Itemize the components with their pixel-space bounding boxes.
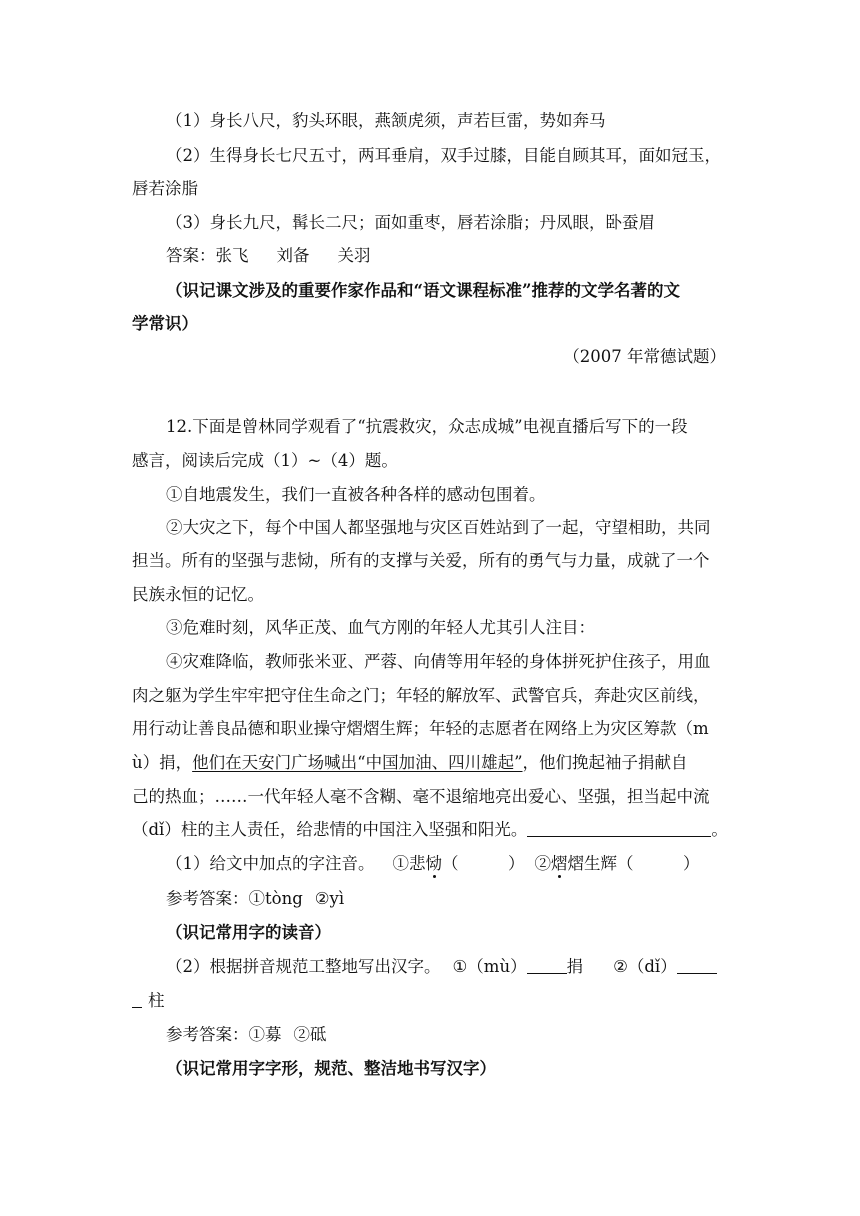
sub1-option-2: ② bbox=[534, 854, 551, 873]
q11-item-3: （3）身长九尺，髯长二尺；面如重枣，唇若涂脂；丹凤眼，卧蚕眉 bbox=[166, 213, 655, 232]
q12-sub2-answer bbox=[166, 1024, 327, 1046]
answer-blank bbox=[527, 957, 567, 974]
answer-1: 张飞 bbox=[215, 246, 249, 265]
q12-paragraph-4-line-2: 肉之躯为学生牢牢把守住生命之门；年轻的解放军、武警官兵，奔赴灾区前线， bbox=[132, 686, 710, 705]
q12-sub2-line-2 bbox=[132, 990, 165, 1012]
text-segment: ù）捐， bbox=[132, 753, 193, 772]
text-segment: 柱 bbox=[148, 991, 165, 1010]
q11-item-1: （1）身长八尺，豹头环眼，燕颔虎须，声若巨雷，势如奔马 bbox=[166, 111, 606, 130]
q12-sub1-note: （识记常用字的读音） bbox=[166, 923, 331, 942]
sub2-option-1: ①（mù） bbox=[452, 957, 527, 976]
text-segment: ，他们挽起袖子捐献自 bbox=[522, 753, 688, 772]
q12-paragraph-2-line-1: ②大灾之下，每个中国人都坚强地与灾区百姓站到了一起，守望相助，共同 bbox=[166, 518, 711, 537]
answer-label: 答案： bbox=[166, 246, 216, 265]
answer-2: ②砥 bbox=[293, 1025, 327, 1044]
q12-paragraph-3: ③危难时刻，风华正茂、血气方刚的年轻人尤其引人注目： bbox=[166, 618, 595, 637]
q12-paragraph-2-line-3: 民族永恒的记忆。 bbox=[132, 585, 264, 604]
answer-label: 参考答案： bbox=[166, 889, 249, 908]
q11-item-2-line-1: （2）生得身长七尺五寸，两耳垂肩，双手过膝，目能自顾其耳，面如冠玉， bbox=[166, 146, 721, 165]
dotted-character: 熠 bbox=[551, 854, 568, 873]
answer-2: 刘备 bbox=[276, 246, 310, 265]
text-segment: 捐 bbox=[566, 957, 584, 976]
answer-2: ②yì bbox=[314, 889, 345, 908]
answer-blank bbox=[677, 957, 717, 974]
q12-intro-line-2: 感言，阅读后完成（1）~（4）题。 bbox=[132, 451, 398, 470]
sub2-prompt: （2）根据拼音规范工整地写出汉字。 bbox=[166, 957, 441, 976]
answer-label: 参考答案： bbox=[166, 1025, 249, 1044]
q12-paragraph-4-line-1: ④灾难降临，教师张米亚、严蓉、向倩等用年轻的身体拼死护住孩子，用血 bbox=[166, 652, 711, 671]
answer-blank bbox=[527, 820, 711, 837]
q11-note-line-2: 学常识） bbox=[132, 314, 198, 333]
q12-paragraph-4-line-3: 用行动让善良品德和职业操守熠熠生辉；年轻的志愿者在网络上为灾区筹款（m bbox=[132, 719, 709, 738]
q12-paragraph-1: ①自地震发生，我们一直被各种各样的感动包围着。 bbox=[166, 485, 546, 504]
dotted-character: 恸 bbox=[425, 854, 442, 873]
q11-source: （2007 年常德试题） bbox=[563, 347, 726, 366]
sub1-blank-1: （ ） bbox=[442, 854, 525, 873]
text-segment: 。 bbox=[711, 820, 728, 839]
underlined-sentence: 他们在天安门广场喊出“中国加油、四川雄起” bbox=[192, 753, 523, 772]
q12-sub2-note: （识记常用字字形，规范、整洁地书写汉字） bbox=[166, 1059, 496, 1078]
sub1-option-1: ①悲 bbox=[392, 854, 426, 873]
sub2-option-2: ②（dǐ） bbox=[613, 957, 677, 976]
q11-item-2-line-2: 唇若涂脂 bbox=[132, 179, 198, 198]
q12-sub2-prompt-line bbox=[166, 956, 717, 978]
q11-answer bbox=[166, 245, 371, 267]
q12-paragraph-4-line-6 bbox=[132, 819, 728, 841]
q12-sub1-answer bbox=[166, 888, 344, 910]
q12-sub1-prompt-line bbox=[166, 853, 700, 875]
answer-1: ①募 bbox=[248, 1025, 282, 1044]
sub1-prompt: （1）给文中加点的字注音。 bbox=[166, 854, 375, 873]
q12-paragraph-2-line-2: 担当。所有的坚强与悲恸，所有的支撑与关爱，所有的勇气与力量，成就了一个 bbox=[132, 551, 710, 570]
q12-paragraph-4-line-5: 己的热血；……一代年轻人毫不含糊、毫不退缩地亮出爱心、坚强，担当起中流 bbox=[132, 787, 710, 806]
text-segment: （dǐ）柱的主人责任，给悲情的中国注入坚强和阳光。 bbox=[132, 820, 528, 839]
sub1-blank-2: 熠生辉（ ） bbox=[567, 854, 700, 873]
q12-intro-line-1: 12.下面是曾林同学观看了“抗震救灾，众志成城”电视直播后写下的一段 bbox=[166, 417, 688, 436]
answer-1: ①tòng bbox=[248, 889, 303, 908]
q11-note-line-1: （识记课文涉及的重要作家作品和“语文课程标准”推荐的文学名著的文 bbox=[166, 281, 680, 300]
answer-3: 关羽 bbox=[337, 246, 371, 265]
answer-blank bbox=[132, 991, 142, 1008]
q12-paragraph-4-line-4 bbox=[132, 752, 688, 774]
